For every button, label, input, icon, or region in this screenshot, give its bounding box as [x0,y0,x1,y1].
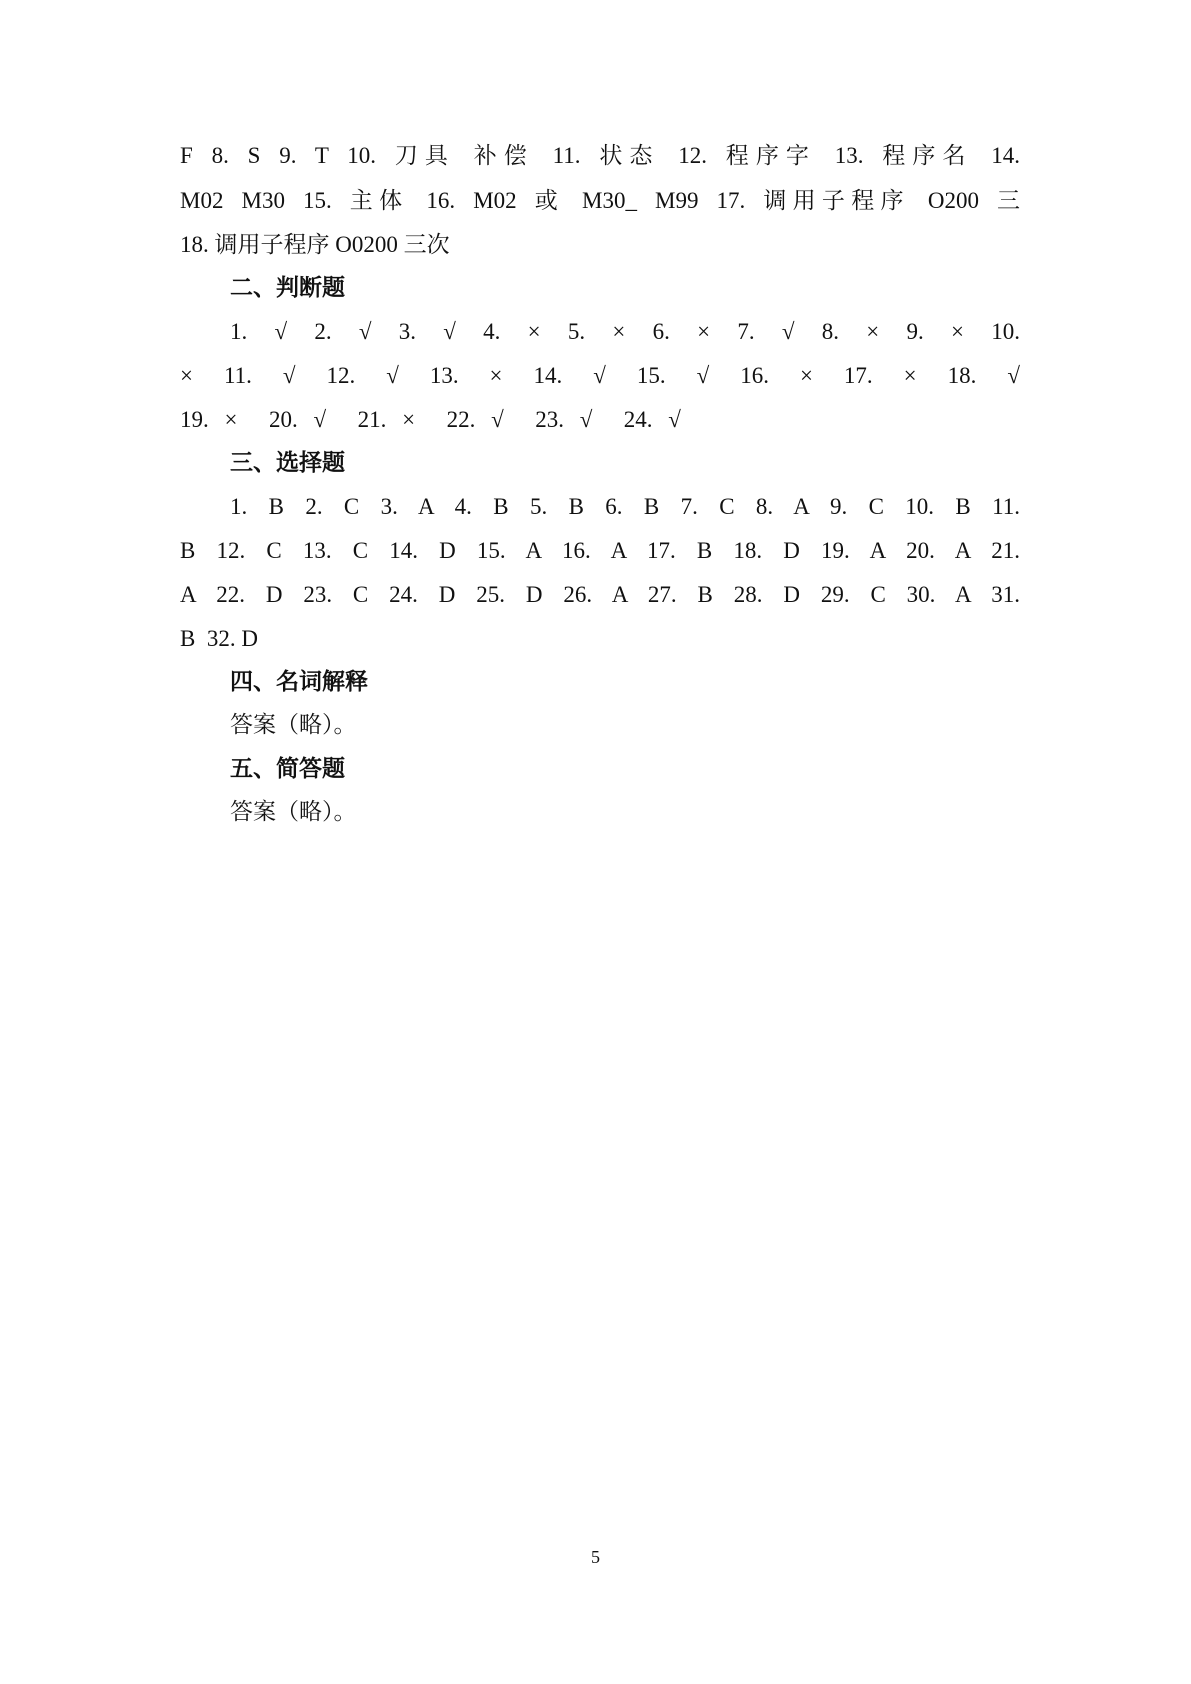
choice-heading: 三、选择题 [230,450,345,476]
choice-line-4: B 32. D [180,626,258,651]
judgment-line-2: × 11. √ 12. √ 13. × 14. √ 15. √ 16. × 17. × 18. √ [180,363,1020,388]
judgment-heading: 二、判断题 [230,275,345,301]
page-number: 5 [591,1547,600,1567]
choice-line-2: B 12. C 13. C 14. D 15. A 16. A 17. B 18. D 19. A 20. A 21. [180,538,1020,563]
fill-blank-line-3: 18. 调用子程序 O0200 三次 [180,232,450,257]
short-answer-heading: 五、简答题 [230,756,345,782]
terms-heading: 四、名词解释 [230,669,368,695]
judgment-line-1: 1. √ 2. √ 3. √ 4. × 5. × 6. × 7. √ 8. × 9. × 10. [230,319,1020,344]
fill-blank-line-2: M02 M30 15. 主体 16. M02 或 M30_ M99 17. 调用子程序 O200 三 [180,188,1020,213]
short-answer-answer: 答案（略）。 [230,799,357,824]
choice-line-1: 1. B 2. C 3. A 4. B 5. B 6. B 7. C 8. A 9. C 10. B 11. [230,494,1020,519]
choice-line-3: A 22. D 23. C 24. D 25. D 26. A 27. B 28. D 29. C 30. A 31. [180,582,1020,607]
judgment-line-3: 19. × 20. √ 21. × 22. √ 23. √ 24. √ [180,407,681,432]
fill-blank-line-1: F 8. S 9. T 10. 刀具 补偿 11. 状态 12. 程序字 13. 程序名 14. [180,143,1020,168]
terms-answer: 答案（略）。 [230,712,357,737]
